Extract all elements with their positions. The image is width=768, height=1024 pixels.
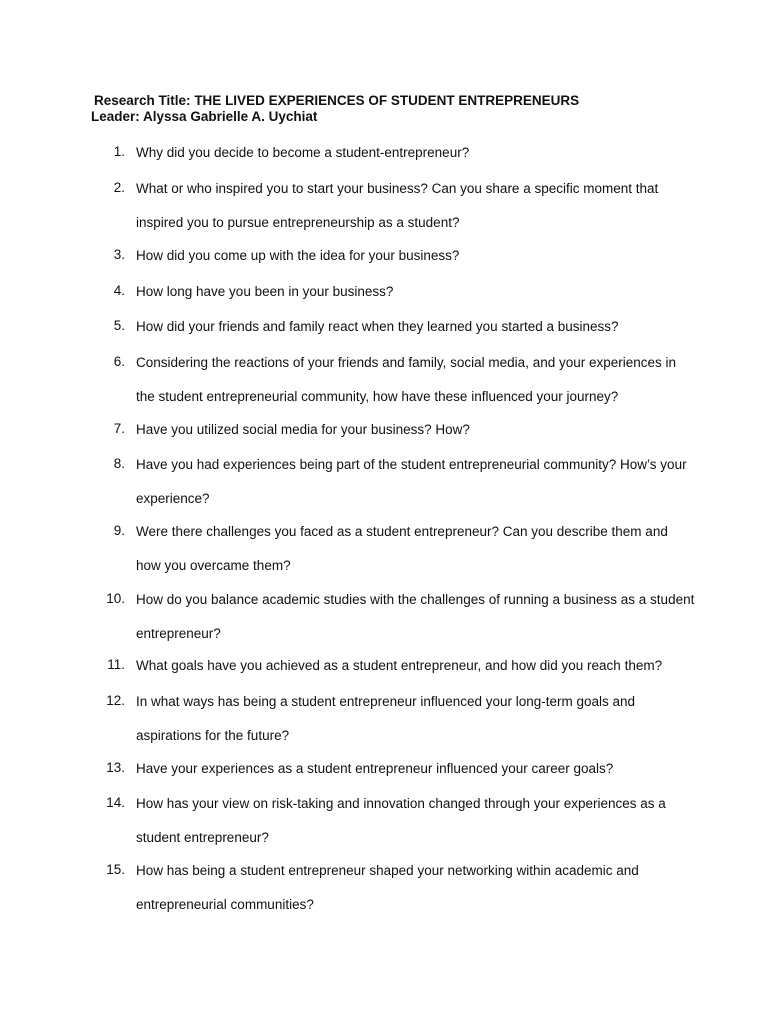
question-text: How has being a student entrepreneur shaped your networking within academic and entrepreneurial communities? — [136, 863, 639, 912]
question-text: Have you utilized social media for your business? How? — [136, 422, 470, 437]
question-text: How did your friends and family react when they learned you started a business? — [136, 319, 619, 334]
question-text: How has your view on risk-taking and innovation changed through your experiences as a student entrepreneur? — [136, 796, 666, 845]
question-number: 2. — [113, 180, 125, 195]
question-number: 5. — [113, 318, 125, 333]
question-number: 7. — [113, 421, 125, 436]
question-text: Have you had experiences being part of the student entrepreneurial community? How’s your experience? — [136, 457, 687, 506]
question-number: 14. — [106, 795, 125, 810]
research-title-label: Research Title: — [94, 93, 191, 108]
question-text: What or who inspired you to start your business? Can you share a specific moment that inspired you to pursue entrepreneurship as a student? — [136, 181, 659, 230]
research-title-line — [94, 92, 579, 109]
question-number: 15. — [106, 862, 125, 877]
question-text: In what ways has being a student entrepreneur influenced your long-term goals and aspirations for the future? — [136, 694, 636, 743]
leader-line — [91, 108, 317, 125]
question-number: 9. — [113, 523, 125, 538]
question-text: Considering the reactions of your friends and family, social media, and your experiences in the student entrepreneurial community, how have these influenced your journey? — [136, 355, 677, 404]
question-text: How do you balance academic studies with the challenges of running a business as a student entrepreneur? — [136, 592, 695, 641]
question-text: How long have you been in your business? — [136, 284, 394, 299]
question-text: Were there challenges you faced as a student entrepreneur? Can you describe them and how you overcame them? — [136, 524, 668, 573]
question-text: How did you come up with the idea for your business? — [136, 248, 460, 263]
question-number: 11. — [107, 657, 125, 672]
question-number: 10. — [106, 591, 125, 606]
question-number: 6. — [113, 354, 125, 369]
leader-label: Leader: — [91, 109, 140, 124]
question-text: Why did you decide to become a student-entrepreneur? — [136, 145, 470, 160]
question-number: 1. — [113, 144, 125, 159]
question-number: 4. — [113, 283, 125, 298]
leader-name: Alyssa Gabrielle A. Uychiat — [143, 109, 318, 124]
question-text: Have your experiences as a student entrepreneur influenced your career goals? — [136, 761, 614, 776]
question-text: What goals have you achieved as a student entrepreneur, and how did you reach them? — [136, 658, 663, 673]
question-number: 3. — [113, 247, 125, 262]
question-number: 13. — [106, 760, 125, 775]
question-number: 12. — [106, 693, 125, 708]
question-number: 8. — [113, 456, 125, 471]
research-title: THE LIVED EXPERIENCES OF STUDENT ENTREPRENEURS — [194, 93, 580, 108]
